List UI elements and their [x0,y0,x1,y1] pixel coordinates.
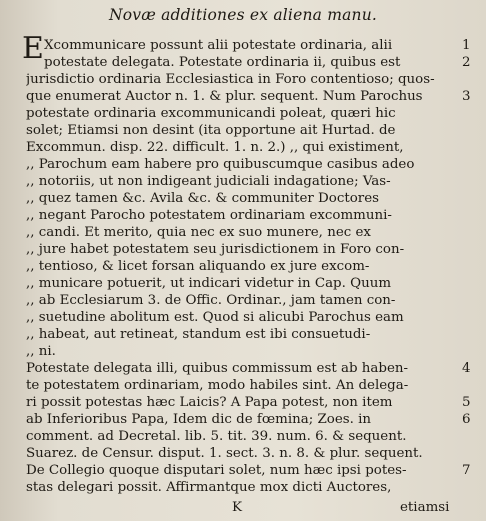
catchword: etiamsi [400,500,450,515]
margin-number: 5 [462,395,471,410]
text-line: potestate ordinaria excommunicandi poleat, quæri hic [26,106,396,121]
margin-number: 4 [462,361,471,376]
text-line: ri possit potestas hæc Laicis? A Papa potest, non item [26,395,393,410]
text-line: stas delegari possit. Affirmantque mox dicti Auctores, [26,480,392,495]
page-heading: Novæ additiones ex aliena manu. [108,6,378,24]
text-line: ,, suetudine abolitum est. Quod si alicubi Parochus eam [26,310,404,325]
text-line: Excommun. disp. 22. difficult. 1. n. 2.) ,, qui existiment, [26,140,404,155]
text-line: que enumerat Auctor n. 1. & plur. sequent. Num Parochus [26,89,423,104]
text-line: ,, negant Parocho potestatem ordinariam excommuni- [26,208,392,223]
margin-number: 7 [462,463,471,478]
margin-number: 3 [462,89,471,104]
text-line: ,, Parochum eam habere pro quibuscumque casibus adeo [26,157,415,172]
margin-number: 6 [462,412,471,427]
text-line: potestate delegata. Potestate ordinaria ii, quibus est [44,55,401,70]
text-line: Potestate delegata illi, quibus commissum est ab haben- [26,361,409,376]
margin-number: 2 [462,55,471,70]
text-line: ,, ab Ecclesiarum 3. de Offic. Ordinar., jam tamen con- [26,293,396,308]
text-line: Xcommunicare possunt alii potestate ordinaria, alii [44,38,393,53]
text-line: ,, municare potuerit, ut indicari videtur in Cap. Quum [26,276,392,291]
drop-cap: E [22,31,44,66]
text-line: ,, habeat, aut retineat, standum est ibi consuetudi- [26,327,371,342]
text-line: ab Inferioribus Papa, Idem dic de fœmina; Zoes. in [26,412,372,427]
text-line: De Collegio quoque disputari solet, num hæc ipsi potes- [26,463,407,478]
text-line: Suarez. de Censur. disput. 1. sect. 3. n. 8. & plur. sequent. [26,446,423,461]
text-line: ,, tentioso, & licet forsan aliquando ex jure excom- [26,259,370,274]
text-line: ,, notoriis, ut non indigeant judiciali indagatione; Vas- [26,174,391,189]
margin-number: 1 [462,38,471,53]
text-line: comment. ad Decretal. lib. 5. tit. 39. num. 6. & sequent. [26,429,407,444]
text-line: ,, candi. Et merito, quia nec ex suo munere, nec ex [26,225,371,240]
text-line: jurisdictio ordinaria Ecclesiastica in Foro contentioso; quos- [26,72,435,87]
text-line: solet; Etiamsi non desint (ita opportune ait Hurtad. de [26,123,396,138]
text-line: te potestatem ordinariam, modo habiles sint. An delega- [26,378,409,393]
text-line: ,, quez tamen &c. Avila &c. & communiter Doctores [26,191,379,206]
text-line: ,, ni. [26,344,56,359]
signature-mark: K [232,500,243,515]
text-line: ,, jure habet potestatem seu jurisdictionem in Foro con- [26,242,405,257]
